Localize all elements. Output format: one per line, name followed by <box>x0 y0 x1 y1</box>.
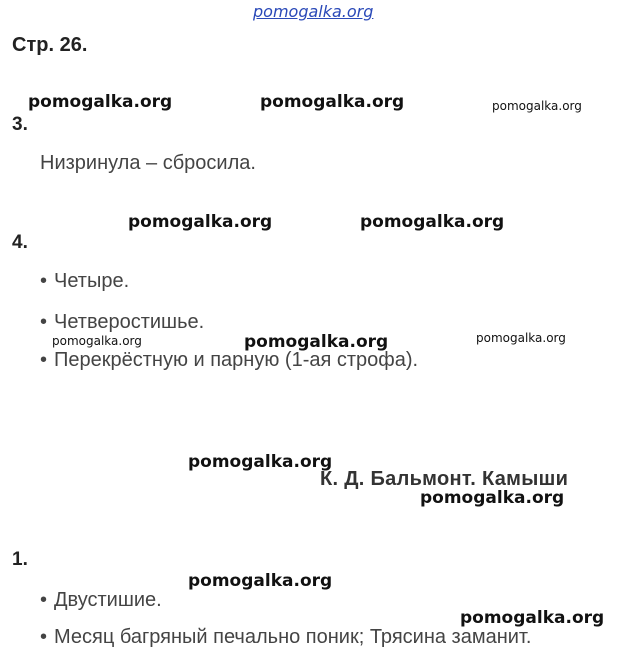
watermark: pomogalka.org <box>492 99 582 113</box>
task-4-item-1 <box>40 270 129 293</box>
task-4-item-2-text: Четверостишье. <box>54 311 205 333</box>
watermark: pomogalka.org <box>188 571 333 591</box>
header-watermark: pomogalka.org <box>253 2 374 21</box>
watermark: pomogalka.org <box>360 212 505 232</box>
task-4-item-3-text: Перекрёстную и парную (1-ая строфа). <box>54 349 419 371</box>
bullet: • <box>40 589 48 611</box>
task-1-item-2-text: Месяц багряный печально поник; Трясина заманит. <box>54 626 532 648</box>
task-1-item-1-text: Двустишие. <box>54 589 162 611</box>
watermark: pomogalka.org <box>460 608 605 628</box>
task-1-item-1 <box>40 589 162 612</box>
watermark: pomogalka.org <box>476 331 566 345</box>
watermark: pomogalka.org <box>420 488 565 508</box>
task-4-item-3 <box>40 349 418 372</box>
watermark: pomogalka.org <box>188 452 333 472</box>
task-1-item-2 <box>40 626 531 649</box>
task-4-item-2 <box>40 311 204 334</box>
bullet: • <box>40 270 48 292</box>
bullet: • <box>40 626 48 648</box>
task-3-number: 3. <box>12 114 28 135</box>
bullet: • <box>40 311 48 333</box>
watermark: pomogalka.org <box>128 212 273 232</box>
task-4-number: 4. <box>12 232 28 253</box>
bullet: • <box>40 349 48 371</box>
task-3-answer: Низринула – сбросила. <box>40 152 256 174</box>
watermark: pomogalka.org <box>52 334 142 348</box>
task-1-number: 1. <box>12 549 28 570</box>
watermark: pomogalka.org <box>28 92 173 112</box>
poem-title: К. Д. Бальмонт. Камыши <box>320 468 569 490</box>
watermark: pomogalka.org <box>244 332 389 352</box>
task-4-item-1-text: Четыре. <box>54 270 130 292</box>
watermark: pomogalka.org <box>260 92 405 112</box>
page-label: Стр. 26. <box>12 34 88 56</box>
